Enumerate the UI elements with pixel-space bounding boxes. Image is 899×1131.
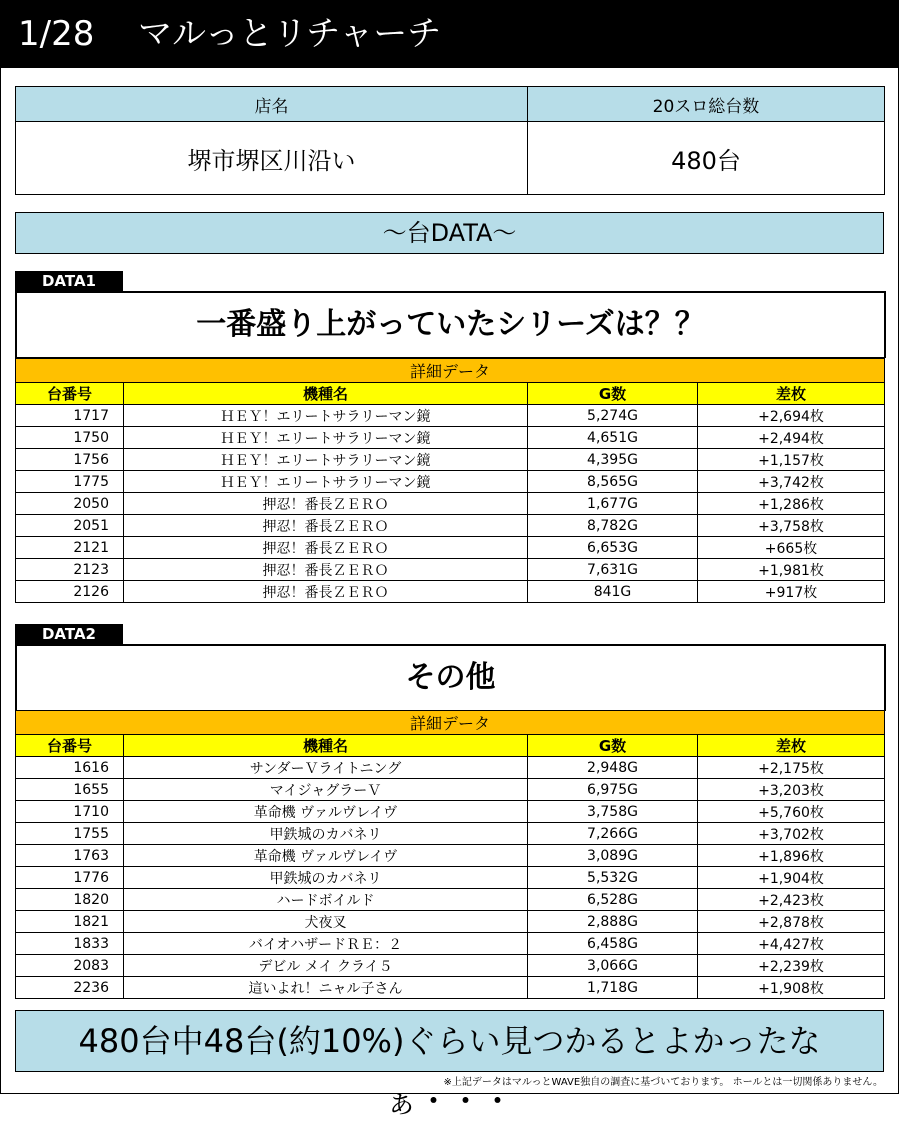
data2-rows xyxy=(16,757,885,999)
machine-no-cell: 1820 xyxy=(16,889,124,911)
games-cell: 3,066G xyxy=(528,955,698,977)
machine-no-cell: 2083 xyxy=(16,955,124,977)
machine-no-cell: 2123 xyxy=(16,559,124,581)
store-name: 堺市堺区川沿い xyxy=(16,122,528,195)
data2-tag: DATA2 xyxy=(15,624,123,644)
model-cell: ＨＥＹ！エリートサラリーマン鏡 xyxy=(124,405,528,427)
machine-no-cell: 2126 xyxy=(16,581,124,603)
table-row xyxy=(16,405,885,427)
model-cell: 這いよれ！ニャル子さん xyxy=(124,977,528,999)
machine-no-cell: 1717 xyxy=(16,405,124,427)
diff-cell: +1,908枚 xyxy=(698,977,885,999)
model-cell: ＨＥＹ！エリートサラリーマン鏡 xyxy=(124,471,528,493)
games-cell: 5,274G xyxy=(528,405,698,427)
data2-headline: その他 xyxy=(15,644,886,711)
diff-cell: +2,175枚 xyxy=(698,757,885,779)
table-row xyxy=(16,845,885,867)
table-row xyxy=(16,471,885,493)
page-date: 1/28 xyxy=(18,14,95,54)
model-cell: 押忍！番長ＺＥＲＯ xyxy=(124,581,528,603)
model-cell: 革命機 ヴァルヴレイヴ xyxy=(124,801,528,823)
games-cell: 6,458G xyxy=(528,933,698,955)
diff-cell: +1,904枚 xyxy=(698,867,885,889)
data1-headline: 一番盛り上がっていたシリーズは？？ xyxy=(15,291,886,358)
machine-no-cell: 1655 xyxy=(16,779,124,801)
games-cell: 4,651G xyxy=(528,427,698,449)
model-cell: ハードボイルド xyxy=(124,889,528,911)
table-row xyxy=(16,449,885,471)
data1-tag: DATA1 xyxy=(15,271,123,291)
games-cell: 2,948G xyxy=(528,757,698,779)
summary-text: 480台中48台(約10%)ぐらい見つかるとよかったなぁ・・・ xyxy=(15,1010,884,1072)
col-header-machine-no: 台番号 xyxy=(16,735,124,757)
table-row xyxy=(16,867,885,889)
table-row xyxy=(16,559,885,581)
col-header-model: 機種名 xyxy=(124,383,528,405)
col-header-model: 機種名 xyxy=(124,735,528,757)
table-row xyxy=(16,779,885,801)
machine-no-cell: 1755 xyxy=(16,823,124,845)
diff-cell: +4,427枚 xyxy=(698,933,885,955)
diff-cell: +2,694枚 xyxy=(698,405,885,427)
diff-cell: +3,702枚 xyxy=(698,823,885,845)
machine-no-cell: 1821 xyxy=(16,911,124,933)
table-row xyxy=(16,955,885,977)
table-row xyxy=(16,801,885,823)
section-title: ～台DATA～ xyxy=(15,212,884,254)
model-cell: 押忍！番長ＺＥＲＯ xyxy=(124,515,528,537)
model-cell: 押忍！番長ＺＥＲＯ xyxy=(124,537,528,559)
model-cell: デビル メイ クライ５ xyxy=(124,955,528,977)
diff-cell: +5,760枚 xyxy=(698,801,885,823)
model-cell: 犬夜叉 xyxy=(124,911,528,933)
games-cell: 3,089G xyxy=(528,845,698,867)
diff-cell: +3,742枚 xyxy=(698,471,885,493)
games-cell: 5,532G xyxy=(528,867,698,889)
table-row xyxy=(16,823,885,845)
col-header-games: G数 xyxy=(528,735,698,757)
col-header-machine-no: 台番号 xyxy=(16,383,124,405)
diff-cell: +1,896枚 xyxy=(698,845,885,867)
col-header-diff: 差枚 xyxy=(698,383,885,405)
table-row xyxy=(16,889,885,911)
table-row xyxy=(16,515,885,537)
machine-count: 480台 xyxy=(528,122,885,195)
model-cell: ＨＥＹ！エリートサラリーマン鏡 xyxy=(124,427,528,449)
diff-cell: +1,286枚 xyxy=(698,493,885,515)
games-cell: 841G xyxy=(528,581,698,603)
machine-no-cell: 1833 xyxy=(16,933,124,955)
machine-no-cell: 1756 xyxy=(16,449,124,471)
col-header-diff: 差枚 xyxy=(698,735,885,757)
diff-cell: +2,494枚 xyxy=(698,427,885,449)
data2-subheader: 詳細データ xyxy=(16,711,885,735)
model-cell: 押忍！番長ＺＥＲＯ xyxy=(124,559,528,581)
diff-cell: +3,203枚 xyxy=(698,779,885,801)
table-row xyxy=(16,757,885,779)
table-row xyxy=(16,977,885,999)
diff-cell: +2,423枚 xyxy=(698,889,885,911)
machine-no-cell: 1763 xyxy=(16,845,124,867)
title-bar xyxy=(0,0,899,68)
machine-no-cell: 1750 xyxy=(16,427,124,449)
table-row xyxy=(16,911,885,933)
machine-no-cell: 1710 xyxy=(16,801,124,823)
table-row xyxy=(16,537,885,559)
store-name-header: 店名 xyxy=(16,87,528,122)
store-info-table xyxy=(15,86,885,195)
machine-no-cell: 2121 xyxy=(16,537,124,559)
machine-no-cell: 1775 xyxy=(16,471,124,493)
games-cell: 4,395G xyxy=(528,449,698,471)
model-cell: サンダーＶライトニング xyxy=(124,757,528,779)
data1-table xyxy=(15,358,885,603)
model-cell: 革命機 ヴァルヴレイヴ xyxy=(124,845,528,867)
model-cell: 押忍！番長ＺＥＲＯ xyxy=(124,493,528,515)
table-row xyxy=(16,933,885,955)
games-cell: 1,677G xyxy=(528,493,698,515)
table-row xyxy=(16,493,885,515)
model-cell: 甲鉄城のカバネリ xyxy=(124,867,528,889)
games-cell: 6,528G xyxy=(528,889,698,911)
data1-subheader: 詳細データ xyxy=(16,359,885,383)
diff-cell: +1,981枚 xyxy=(698,559,885,581)
col-header-games: G数 xyxy=(528,383,698,405)
page-title: マルっとリチャーチ xyxy=(138,14,442,54)
machine-no-cell: 2051 xyxy=(16,515,124,537)
table-row xyxy=(16,581,885,603)
diff-cell: +917枚 xyxy=(698,581,885,603)
model-cell: バイオハザードＲＥ：２ xyxy=(124,933,528,955)
diff-cell: +2,239枚 xyxy=(698,955,885,977)
games-cell: 8,565G xyxy=(528,471,698,493)
table-row xyxy=(16,427,885,449)
data1-rows xyxy=(16,405,885,603)
footnote: ※上記データはマルっとWAVE独自の調査に基づいております。 ホールとは一切関係ありません。 xyxy=(443,1077,883,1088)
diff-cell: +665枚 xyxy=(698,537,885,559)
diff-cell: +3,758枚 xyxy=(698,515,885,537)
model-cell: マイジャグラーＶ xyxy=(124,779,528,801)
machine-no-cell: 2050 xyxy=(16,493,124,515)
model-cell: 甲鉄城のカバネリ xyxy=(124,823,528,845)
diff-cell: +2,878枚 xyxy=(698,911,885,933)
machine-count-header: 20スロ総台数 xyxy=(528,87,885,122)
machine-no-cell: 1776 xyxy=(16,867,124,889)
games-cell: 3,758G xyxy=(528,801,698,823)
games-cell: 7,266G xyxy=(528,823,698,845)
games-cell: 8,782G xyxy=(528,515,698,537)
machine-no-cell: 1616 xyxy=(16,757,124,779)
games-cell: 6,975G xyxy=(528,779,698,801)
games-cell: 6,653G xyxy=(528,537,698,559)
diff-cell: +1,157枚 xyxy=(698,449,885,471)
model-cell: ＨＥＹ！エリートサラリーマン鏡 xyxy=(124,449,528,471)
data2-table xyxy=(15,710,885,999)
games-cell: 2,888G xyxy=(528,911,698,933)
games-cell: 1,718G xyxy=(528,977,698,999)
games-cell: 7,631G xyxy=(528,559,698,581)
machine-no-cell: 2236 xyxy=(16,977,124,999)
